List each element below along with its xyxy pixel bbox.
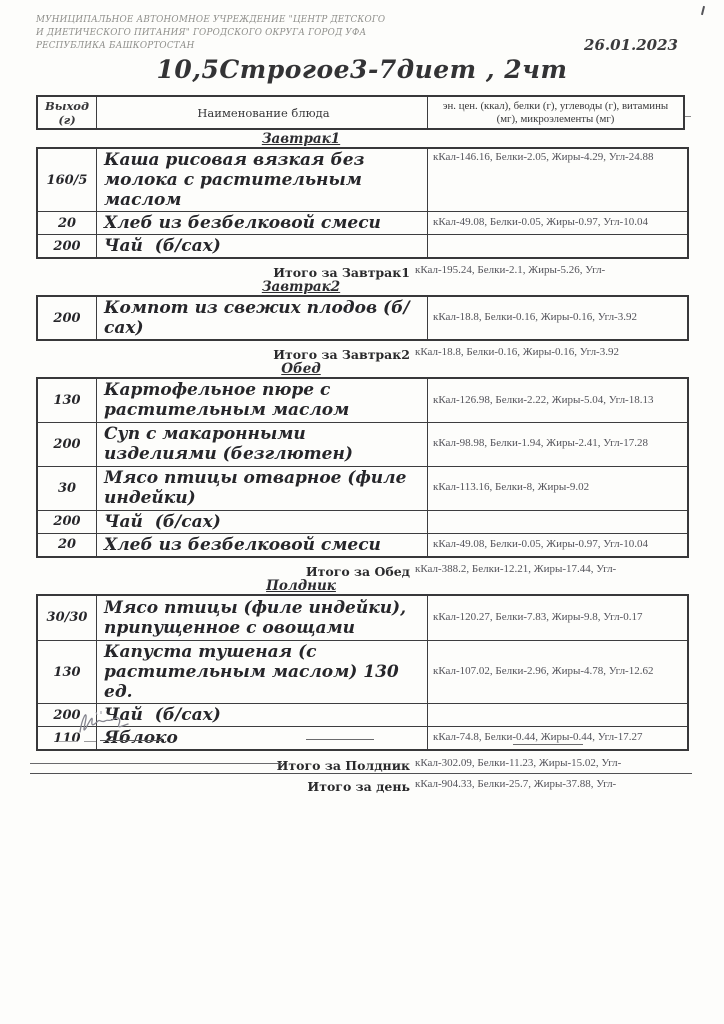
nutrition-cell	[428, 510, 689, 533]
menu-row	[37, 212, 688, 235]
menu-row	[37, 595, 688, 641]
signature-line	[58, 741, 78, 742]
section-total-obed	[36, 561, 660, 577]
dish-cell: Мясо птицы (филе индейки), припущенное с овощами	[97, 595, 428, 641]
nutrition-cell: кКал-107.02, Белки-2.96, Жиры-4.78, Угл-12.62	[428, 641, 689, 704]
day-total	[36, 776, 660, 792]
menu-table-obed	[36, 377, 689, 558]
horizontal-rule	[30, 763, 282, 764]
scan-artifact	[701, 6, 705, 15]
nutrition-cell: кКал-49.08, Белки-0.05, Жиры-0.97, Угл-10.04	[428, 212, 689, 235]
nutrition-cell: кКал-146.16, Белки-2.05, Жиры-4.29, Угл-24.88	[428, 148, 689, 212]
dish-cell: Чай (б/сах)	[97, 510, 428, 533]
total-value: кКал-18.8, Белки-0.16, Жиры-0.16, Угл-3.92	[415, 346, 619, 358]
nutrition-cell: кКал-120.27, Белки-7.83, Жиры-9.8, Угл-0.17	[428, 595, 689, 641]
portion-cell: 30/30	[37, 595, 97, 641]
column-header-nutrition: эн. цен. (ккал), белки (г), углеводы (г), витамины (мг), микроэлементы (мг)	[428, 96, 685, 129]
nutrition-cell: кКал-49.08, Белки-0.05, Жиры-0.97, Угл-10.04	[428, 533, 689, 557]
menu-table-zavtrak2	[36, 295, 689, 341]
portion-cell: 200	[37, 704, 97, 727]
portion-cell: 200	[37, 296, 97, 340]
total-value: кКал-302.09, Белки-11.23, Жиры-15.02, Угл-	[415, 757, 622, 769]
nutrition-cell: кКал-126.98, Белки-2.22, Жиры-5.04, Угл-18.13	[428, 378, 689, 422]
nutrition-cell	[428, 704, 689, 727]
organization-header: МУНИЦИПАЛЬНОЕ АВТОНОМНОЕ УЧРЕЖДЕНИЕ "ЦЕНТР ДЕТСКОГО И ДИЕТИЧЕСКОГО ПИТАНИЯ" ГОРОДСКОГО ОКРУГА ГОРОД УФА РЕСПУБЛИКА БАШКОРТОСТАН	[36, 15, 386, 52]
section-heading-zavtrak2: Завтрак2	[261, 279, 341, 295]
menu-row	[37, 235, 688, 259]
menu-table-zavtrak1	[36, 147, 689, 259]
section-total-poldnik	[36, 755, 660, 771]
portion-cell: 130	[37, 378, 97, 422]
dish-cell: Суп с макаронными изделиями (безглютен)	[97, 422, 428, 466]
section-total-zavtrak1	[36, 262, 660, 278]
portion-cell: 200	[37, 510, 97, 533]
section-heading-poldnik: Полдник	[266, 577, 336, 594]
total-value: кКал-195.24, Белки-2.1, Жиры-5.26, Угл-	[415, 264, 606, 276]
portion-cell: 160/5	[37, 148, 97, 212]
document-date: 26.01.2023	[584, 36, 678, 54]
horizontal-rule	[30, 773, 692, 774]
total-value: кКал-388.2, Белки-12.21, Жиры-17.44, Угл-	[415, 562, 617, 575]
nutrition-cell: кКал-113.16, Белки-8, Жиры-9.02	[428, 466, 689, 510]
portion-cell: 200	[37, 422, 97, 466]
section-heading-zavtrak1: Завтрак1	[261, 131, 341, 147]
dish-cell: Яблоко	[97, 727, 428, 751]
signature-line	[306, 739, 374, 740]
menu-row	[37, 533, 688, 557]
dish-cell: Каша рисовая вязкая без молока с растительным маслом	[97, 148, 428, 212]
total-label: Итого за день	[307, 779, 410, 794]
dish-cell: Компот из свежих плодов (б/сах)	[97, 296, 428, 340]
dish-cell: Чай (б/сах)	[97, 704, 428, 727]
portion-cell: 20	[37, 212, 97, 235]
signature-line	[84, 741, 96, 742]
dish-cell: Капуста тушеная (с растительным маслом) 130 ед.	[97, 641, 428, 704]
portion-cell: 200	[37, 235, 97, 259]
page-title: 10,5Строгое3-7диет , 2чт	[156, 55, 568, 84]
total-label: Итого за Полдник	[276, 758, 410, 773]
column-header-dish: Наименование блюда	[97, 96, 428, 129]
table-header	[36, 95, 685, 130]
menu-content	[36, 95, 669, 794]
total-label: Итого за Обед	[305, 563, 410, 579]
menu-row	[37, 510, 688, 533]
menu-row	[37, 148, 688, 212]
menu-row	[37, 296, 688, 340]
nutrition-cell: кКал-98.98, Белки-1.94, Жиры-2.41, Угл-17.28	[428, 422, 689, 466]
dish-cell: Картофельное пюре с растительным маслом	[97, 378, 428, 422]
nutrition-cell	[428, 235, 689, 259]
menu-row	[37, 422, 688, 466]
nutrition-cell: кКал-74.8, Белки-0.44, Жиры-0.44, Угл-17.27	[428, 727, 689, 751]
section-heading-obed: Обед	[281, 361, 321, 377]
total-label: Итого за Завтрак1	[273, 265, 410, 280]
table-header-row	[37, 96, 684, 129]
signature-line	[513, 744, 583, 745]
signature-line	[100, 740, 162, 741]
dish-cell: Чай (б/сах)	[97, 235, 428, 259]
total-label: Итого за Завтрак2	[273, 347, 410, 362]
handwritten-signature	[72, 706, 172, 742]
dish-cell: Мясо птицы отварное (филе индейки)	[97, 466, 428, 510]
dish-cell: Хлеб из безбелковой смеси	[97, 212, 428, 235]
portion-cell: 20	[37, 533, 97, 557]
section-total-zavtrak2	[36, 344, 660, 360]
nutrition-cell: кКал-18.8, Белки-0.16, Жиры-0.16, Угл-3.92	[428, 296, 689, 340]
column-header-portion: Выход (г)	[37, 96, 97, 129]
portion-cell: 130	[37, 641, 97, 704]
portion-cell: 110	[37, 727, 97, 751]
total-value: кКал-904.33, Белки-25.7, Жиры-37.88, Угл-	[415, 778, 617, 790]
dish-cell: Хлеб из безбелковой смеси	[97, 533, 428, 557]
menu-row	[37, 641, 688, 704]
portion-cell: 30	[37, 466, 97, 510]
menu-row	[37, 378, 688, 422]
menu-row	[37, 466, 688, 510]
